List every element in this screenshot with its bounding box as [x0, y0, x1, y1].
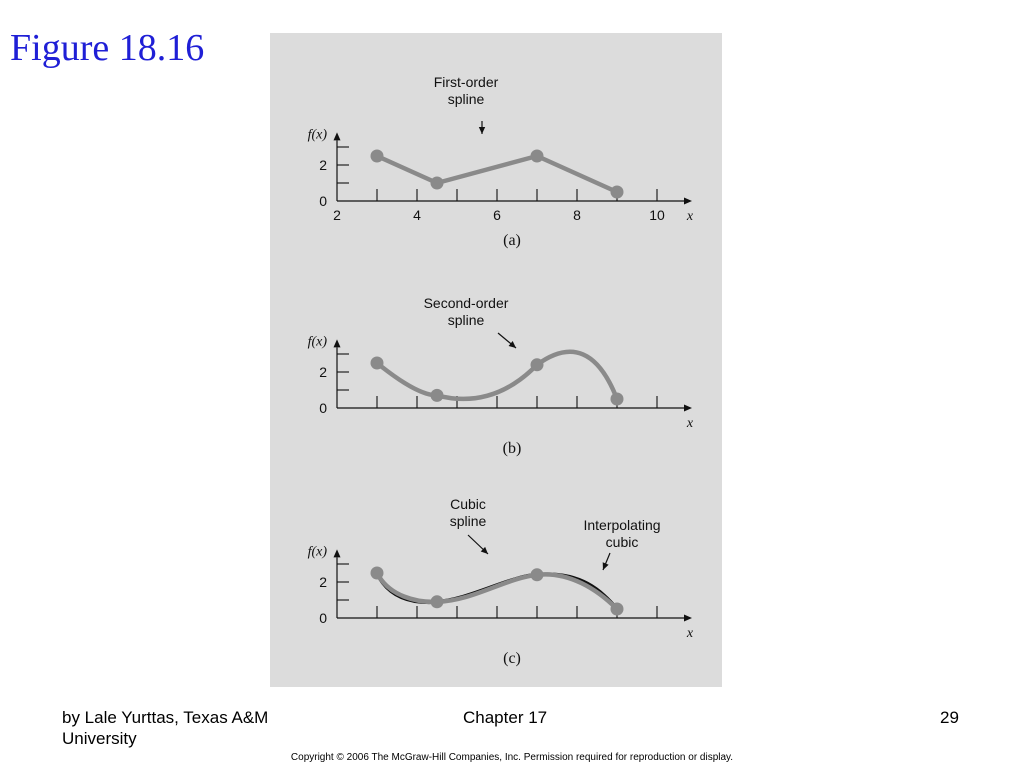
- y-tick-label: 0: [319, 610, 327, 626]
- x-axis-arrow-icon: [684, 405, 692, 412]
- x-tick-label: 2: [333, 207, 341, 223]
- data-point: [611, 603, 624, 616]
- annotation-label: spline: [447, 91, 485, 107]
- y-axis-arrow-icon: [334, 132, 341, 140]
- annotation-label: spline: [447, 312, 485, 328]
- data-point: [431, 389, 444, 402]
- series-curve-1: [377, 352, 617, 399]
- data-point: [531, 150, 544, 163]
- x-axis-arrow-icon: [684, 198, 692, 205]
- annotation-label: Second-order: [423, 295, 509, 311]
- y-axis-label: f(x): [307, 544, 327, 560]
- chart-panel-1: [308, 74, 694, 249]
- panel-caption: (c): [503, 650, 521, 667]
- y-tick-label: 2: [319, 364, 327, 380]
- footer-copyright: Copyright © 2006 The McGraw-Hill Companies, Inc. Permission required for reproduction or display.: [290, 752, 734, 763]
- x-tick-label: 4: [413, 207, 421, 223]
- annotation-label: First-order: [433, 74, 499, 90]
- y-tick-label: 2: [319, 574, 327, 590]
- y-axis-label: f(x): [307, 127, 327, 143]
- spline-figure: [270, 33, 722, 687]
- annotation-label: spline: [449, 513, 487, 529]
- footer-chapter: Chapter 17: [463, 708, 548, 727]
- x-axis-label: x: [686, 416, 694, 431]
- y-axis-label: f(x): [307, 334, 327, 350]
- panel-caption: (a): [503, 232, 521, 249]
- series-curve-1: [377, 156, 617, 192]
- panel-caption: (b): [502, 440, 522, 457]
- x-axis-arrow-icon: [684, 615, 692, 622]
- y-tick-label: 0: [319, 193, 327, 209]
- y-axis-arrow-icon: [334, 549, 341, 557]
- footer-author: by Lale Yurttas, Texas A&M University: [62, 708, 269, 749]
- data-point: [611, 393, 624, 406]
- data-point: [431, 177, 444, 190]
- chart-panel-2: [308, 295, 694, 457]
- annotation-arrow-icon: [479, 127, 485, 134]
- data-point: [371, 357, 384, 370]
- x-tick-label: 8: [573, 207, 581, 223]
- data-point: [611, 186, 624, 199]
- footer-page-number: 29: [940, 708, 959, 727]
- x-axis-label: x: [686, 209, 694, 224]
- series-curve-2: [377, 573, 617, 609]
- data-point: [531, 358, 544, 371]
- data-point: [371, 567, 384, 580]
- x-tick-label: 10: [649, 207, 665, 223]
- figure-panel: [270, 33, 722, 687]
- x-axis-label: x: [686, 626, 694, 641]
- y-tick-label: 0: [319, 400, 327, 416]
- data-point: [531, 568, 544, 581]
- y-tick-label: 2: [319, 157, 327, 173]
- chart-panel-3: [308, 496, 694, 667]
- slide-title: Figure 18.16: [10, 27, 205, 69]
- data-point: [371, 150, 384, 163]
- annotation-label: Cubic: [450, 496, 486, 512]
- annotation-label: Interpolating: [583, 517, 661, 533]
- data-point: [431, 595, 444, 608]
- annotation-label: cubic: [605, 534, 639, 550]
- x-tick-label: 6: [493, 207, 501, 223]
- y-axis-arrow-icon: [334, 339, 341, 347]
- series-curve-1: [377, 573, 617, 609]
